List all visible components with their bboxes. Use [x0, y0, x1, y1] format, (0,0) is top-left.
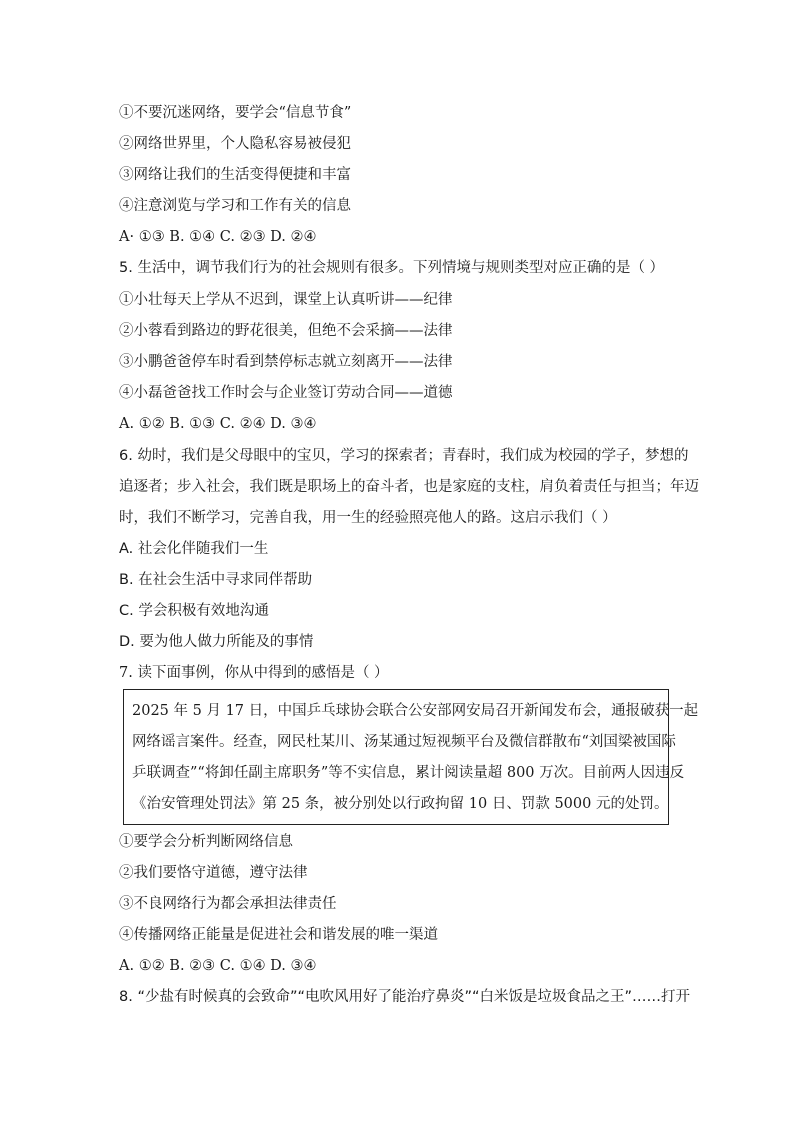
q7-case-line-4: 《治安管理处罚法》第 25 条，被分别处以行政拘留 10 日、罚款 5000 元的处罚。 [132, 796, 669, 812]
q6-stem-line-3: 时，我们不断学习，完善自我，用一生的经验照亮他人的路。这启示我们（ ） [119, 510, 617, 526]
q6-stem-line-1: 6. 幼时，我们是父母眼中的宝贝，学习的探索者；青春时，我们成为校园的学子，梦想的 [119, 448, 689, 464]
q6-option-b: B. 在社会生活中寻求同伴帮助 [119, 572, 313, 588]
q8-stem-start: 8. “少盐有时候真的会致命”“电吹风用好了能治疗鼻炎”“白米饭是垃圾食品之王”……打开 [119, 989, 691, 1005]
q7-case-line-3: 乒联调查”“将卸任副主席职务”等不实信息，累计阅读量超 800 万次。目前两人因违反 [132, 765, 685, 781]
q5-stem: 5. 生活中，调节我们行为的社会规则有很多。下列情境与规则类型对应正确的是（ ） [119, 260, 665, 276]
q4-option-1: ①不要沉迷网络，要学会“信息节食” [119, 105, 352, 121]
q5-choices: A. ①② B. ①③ C. ②④ D. ③④ [119, 416, 317, 432]
q7-stem: 7. 读下面事例，你从中得到的感悟是（ ） [119, 665, 389, 681]
q4-option-2: ②网络世界里，个人隐私容易被侵犯 [119, 136, 351, 152]
q5-option-1: ①小壮每天上学从不迟到，课堂上认真听讲——纪律 [119, 292, 453, 308]
q5-option-2: ②小蓉看到路边的野花很美，但绝不会采摘——法律 [119, 323, 453, 339]
q6-option-d: D. 要为他人做力所能及的事情 [119, 634, 314, 650]
q6-stem-line-2: 追逐者；步入社会，我们既是职场上的奋斗者，也是家庭的支柱，肩负着责任与担当；年迈 [119, 479, 699, 495]
q7-option-2: ②我们要恪守道德，遵守法律 [119, 865, 308, 881]
q5-option-3: ③小鹏爸爸停车时看到禁停标志就立刻离开——法律 [119, 354, 453, 370]
q7-option-1: ①要学会分析判断网络信息 [119, 834, 293, 850]
q7-option-4: ④传播网络正能量是促进社会和谐发展的唯一渠道 [119, 927, 438, 943]
q6-option-c: C. 学会积极有效地沟通 [119, 603, 269, 619]
q7-option-3: ③不良网络行为都会承担法律责任 [119, 896, 337, 912]
q4-choices: A· ①③ B. ①④ C. ②③ D. ②④ [119, 229, 317, 245]
q7-case-line-1: 2025 年 5 月 17 日，中国乒乓球协会联合公安部网安局召开新闻发布会，通报破获一起 [132, 703, 699, 719]
q7-choices: A. ①② B. ②③ C. ①④ D. ③④ [119, 958, 317, 974]
q4-option-4: ④注意浏览与学习和工作有关的信息 [119, 198, 351, 214]
q4-option-3: ③网络让我们的生活变得便捷和丰富 [119, 167, 351, 183]
q7-case-line-2: 网络谣言案件。经查，网民杜某川、汤某通过短视频平台及微信群散布“刘国梁被国际 [132, 734, 676, 750]
q6-option-a: A. 社会化伴随我们一生 [119, 541, 269, 557]
q5-option-4: ④小磊爸爸找工作时会与企业签订劳动合同——道德 [119, 385, 453, 401]
q7-case-box [123, 689, 699, 825]
